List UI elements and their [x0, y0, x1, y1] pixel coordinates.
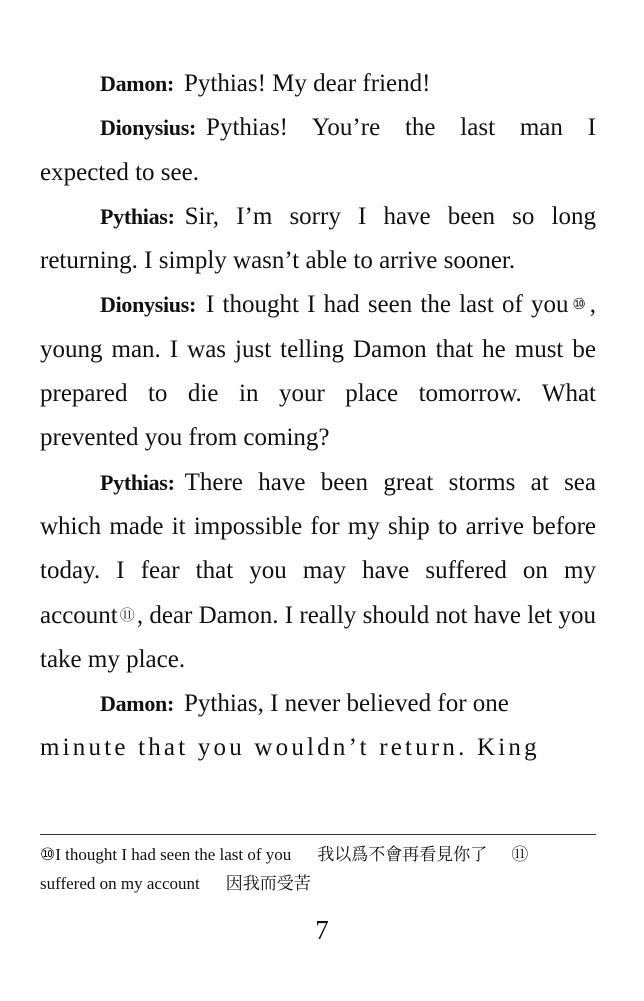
dialogue-text: Pythias! My dear friend! — [183, 70, 431, 97]
footnote-line — [40, 869, 596, 898]
footnotes — [40, 840, 596, 898]
speaker-name: Dionysius: — [100, 292, 197, 318]
dialogue-paragraph — [40, 195, 596, 284]
footnote-chinese: 因我而受苦 — [225, 874, 311, 893]
speaker-name: Damon: — [100, 71, 174, 96]
footnote-english: I thought I had seen the last of you — [55, 845, 292, 864]
footnote-line — [40, 840, 596, 869]
dialogue-text: , young man. I was just telling Damon that he must be prepared to die in your place tomorrow. What prevented you from coming? — [40, 291, 596, 452]
page-number: 7 — [315, 915, 329, 945]
dialogue-text: Pythias, I never believed for one — [183, 690, 509, 718]
dialogue-paragraph — [40, 283, 596, 460]
footnote-divider — [40, 834, 596, 835]
speaker-name: Dionysius: — [100, 115, 197, 141]
footnote-marker: ⑪ — [119, 607, 135, 624]
dialogue-text: , dear Damon. I really should not have let you take my place. — [40, 601, 596, 673]
dialogue-paragraph — [40, 62, 596, 106]
dialogue-text: Sir, I’m sorry I have been so long returning. I simply wasn’t able to arrive sooner. — [40, 202, 596, 275]
speaker-name: Pythias: — [100, 203, 175, 229]
dialogue-text-continued: minute that you wouldn’t return. King — [40, 734, 540, 762]
speaker-name: Damon: — [100, 691, 174, 717]
speaker-name: Pythias: — [100, 469, 175, 495]
footnote-marker: ⑩ — [570, 297, 588, 314]
dialogue-text: Pythias! You’re the last man I expected to see. — [40, 114, 596, 186]
dialogue-text: I thought I had seen the last of you — [206, 291, 569, 319]
footnote-number: ⑩ — [40, 845, 56, 864]
footnote-number: ⑪ — [511, 845, 529, 864]
dialogue-body — [40, 62, 596, 771]
dialogue-paragraph — [40, 106, 596, 195]
footnote-chinese: 我以爲不會再看見你了 — [317, 845, 488, 864]
dialogue-paragraph — [40, 461, 596, 682]
dialogue-text: There have been great storms at sea which made it impossible for my ship to arrive before today. I fear that you may have suffered on my account — [40, 468, 596, 629]
dialogue-paragraph — [40, 682, 596, 771]
footnote-english: suffered on my account — [40, 874, 200, 893]
